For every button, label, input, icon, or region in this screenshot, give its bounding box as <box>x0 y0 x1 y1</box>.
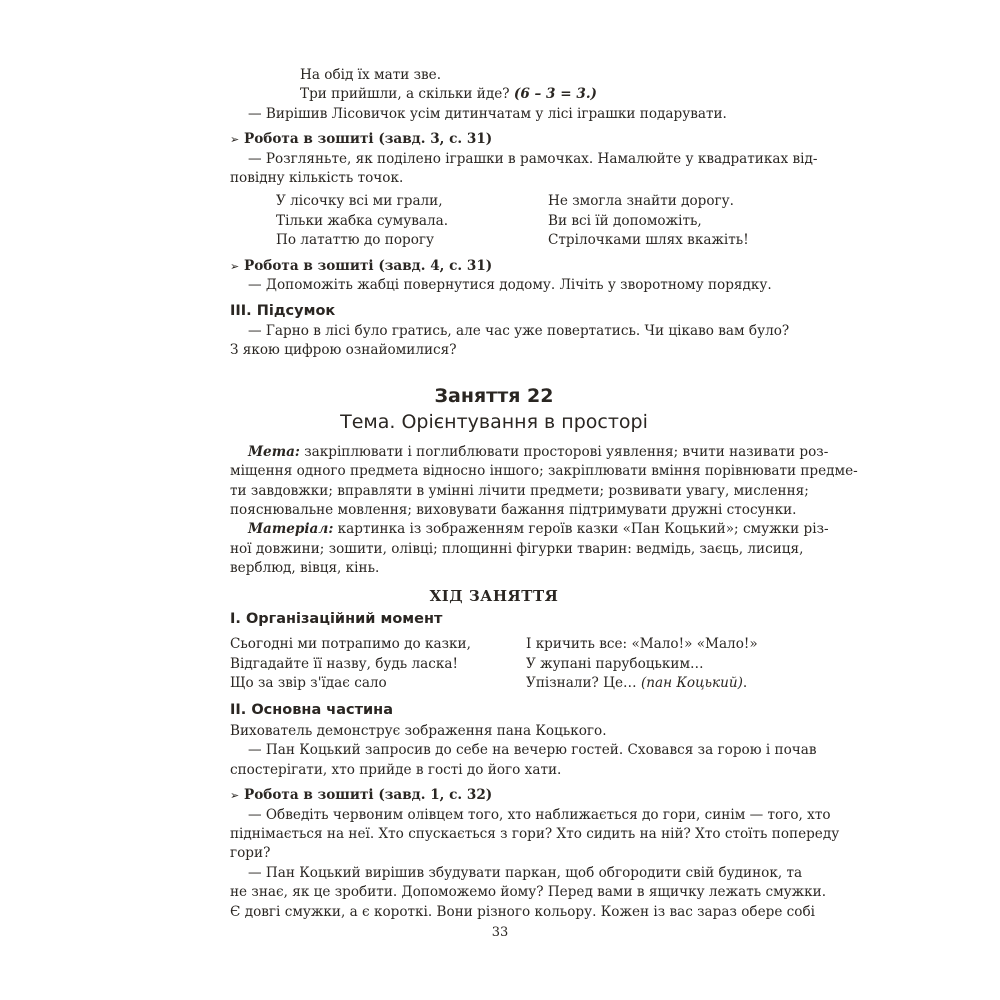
task-heading <box>230 130 758 149</box>
paragraph-line: ти завдовжки; вправляти в умінні лічити предмети; розвивати увагу, мислення; <box>230 482 809 499</box>
poem-line: Ви всі їй допоможіть, <box>548 212 702 229</box>
book-page <box>230 66 858 922</box>
task-heading <box>230 257 758 276</box>
paragraph-line: — Пан Коцький запросив до себе на вечерю гостей. Сховався за горою і почав <box>248 742 817 759</box>
poem-line: Сьогодні ми потрапимо до казки, <box>230 636 471 653</box>
paragraph-line: верблюд, вівця, кінь. <box>230 560 380 577</box>
arrow-bullet-icon: ➢ <box>230 259 240 273</box>
task-heading <box>230 786 758 805</box>
paragraph-line: — Обведіть червоним олівцем того, хто наближається до гори, синім — того, хто <box>248 806 831 823</box>
section-heading: ІІІ. Підсумок <box>230 303 336 320</box>
poem-right-column <box>548 192 749 250</box>
verse-line: На обід їх мати зве. <box>300 67 442 83</box>
material-paragraph <box>230 520 829 578</box>
poem-line: У лісочку всі ми грали, <box>276 193 443 210</box>
poem <box>230 192 758 250</box>
course-heading: ХІД ЗАНЯТТЯ <box>429 586 559 605</box>
paragraph-line: — Вирішив Лісовичок усім дитинчатам у лісі іграшки подарувати. <box>248 105 727 122</box>
poem-line: Стрілочками шлях вкажіть! <box>548 232 749 249</box>
verse-answer: (6 – 3 = 3.) <box>513 86 597 103</box>
poem-text: . <box>742 675 748 692</box>
poem-left-column <box>230 192 548 250</box>
paragraph-line: Є довгі смужки, а є короткі. Вони різного кольору. Кожен із вас зараз обере собі <box>230 903 816 920</box>
paragraph-line <box>230 520 829 539</box>
arrow-bullet-icon: ➢ <box>230 789 240 803</box>
poem-line: І кричить все: «Мало!» «Мало!» <box>526 636 758 653</box>
poem-left-column <box>230 635 526 693</box>
goal-label: Мета: <box>248 443 300 460</box>
lesson-topic: Тема. Орієнтування в просторі <box>340 410 648 433</box>
poem-line: Що за звір з'їдає сало <box>230 675 387 692</box>
material-text: картинка із зображенням героїв казки «Пан Коцький»; смужки різ- <box>333 521 829 538</box>
paragraph-line: — Пан Коцький вирішив збудувати паркан, щоб обгородити свій будинок, та <box>248 864 803 881</box>
paragraph-line: Вихователь демонструє зображення пана Коцького. <box>230 722 607 739</box>
verse-text: Три прийшли, а скільки йде? <box>300 86 514 103</box>
goal-paragraph <box>230 443 858 521</box>
paragraph-line: піднімається на неї. Хто спускається з гори? Хто сидить на ній? Хто стоїть попереду <box>230 826 840 842</box>
lesson-number: Заняття 22 <box>434 384 554 407</box>
poem-line: Не змогла знайти дорогу. <box>548 193 734 210</box>
paragraph-line: гори? <box>230 845 271 862</box>
poem-text: Упізнали? Це… <box>526 675 641 692</box>
paragraph-line: повідну кількість точок. <box>230 170 404 187</box>
poem-line: У жупані парубоцьким… <box>526 655 704 672</box>
poem-right-column <box>526 635 758 693</box>
section-heading: І. Організаційний момент <box>230 610 443 627</box>
paragraph-line <box>230 443 829 462</box>
task-label: Робота в зошиті (завд. 4, с. 31) <box>244 257 493 274</box>
task-label: Робота в зошиті (завд. 1, с. 32) <box>244 787 493 804</box>
poem-line: Відгадайте її назву, будь ласка! <box>230 655 458 672</box>
goal-text: закріплювати і поглиблювати просторові уявлення; вчити називати роз- <box>299 443 829 460</box>
paragraph-line: ної довжини; зошити, олівці; площинні фігурки тварин: ведмідь, заєць, лисиця, <box>230 540 804 557</box>
verse-line <box>230 85 758 104</box>
paragraph-line: З якою цифрою ознайомилися? <box>230 342 457 359</box>
paragraph-line: — Розгляньте, як поділено іграшки в рамочках. Намалюйте у квадратиках від- <box>248 150 818 167</box>
paragraph-line: — Допоможіть жабці повернутися додому. Лічіть у зворотному порядку. <box>248 277 772 294</box>
lesson-title-block <box>230 383 758 435</box>
page-number: 33 <box>491 925 509 940</box>
poem-line <box>526 674 758 693</box>
poem <box>230 635 758 693</box>
poem-answer: (пан Коцький) <box>640 675 743 692</box>
task-label: Робота в зошиті (завд. 3, с. 31) <box>244 131 493 148</box>
arrow-bullet-icon: ➢ <box>230 133 240 147</box>
poem-line: Тільки жабка сумувала. <box>276 212 449 229</box>
section-heading: ІІ. Основна частина <box>230 701 393 718</box>
paragraph-line: спостерігати, хто прийде в гості до його хати. <box>230 761 562 778</box>
material-label: Матеріал: <box>248 521 334 538</box>
paragraph-line: міщення одного предмета відносно іншого; закріплювати вміння порівнювати предме- <box>230 463 858 480</box>
paragraph-line: пояснювальне мовлення; виховувати бажання підтримувати дружні стосунки. <box>230 501 797 518</box>
paragraph-line: не знає, як це зробити. Допоможемо йому? Перед вами в ящичку лежать смужки. <box>230 884 827 901</box>
paragraph-line: — Гарно в лісі було гратись, але час уже повертатись. Чи цікаво вам було? <box>248 322 790 339</box>
poem-line: По лататтю до порогу <box>276 232 435 249</box>
